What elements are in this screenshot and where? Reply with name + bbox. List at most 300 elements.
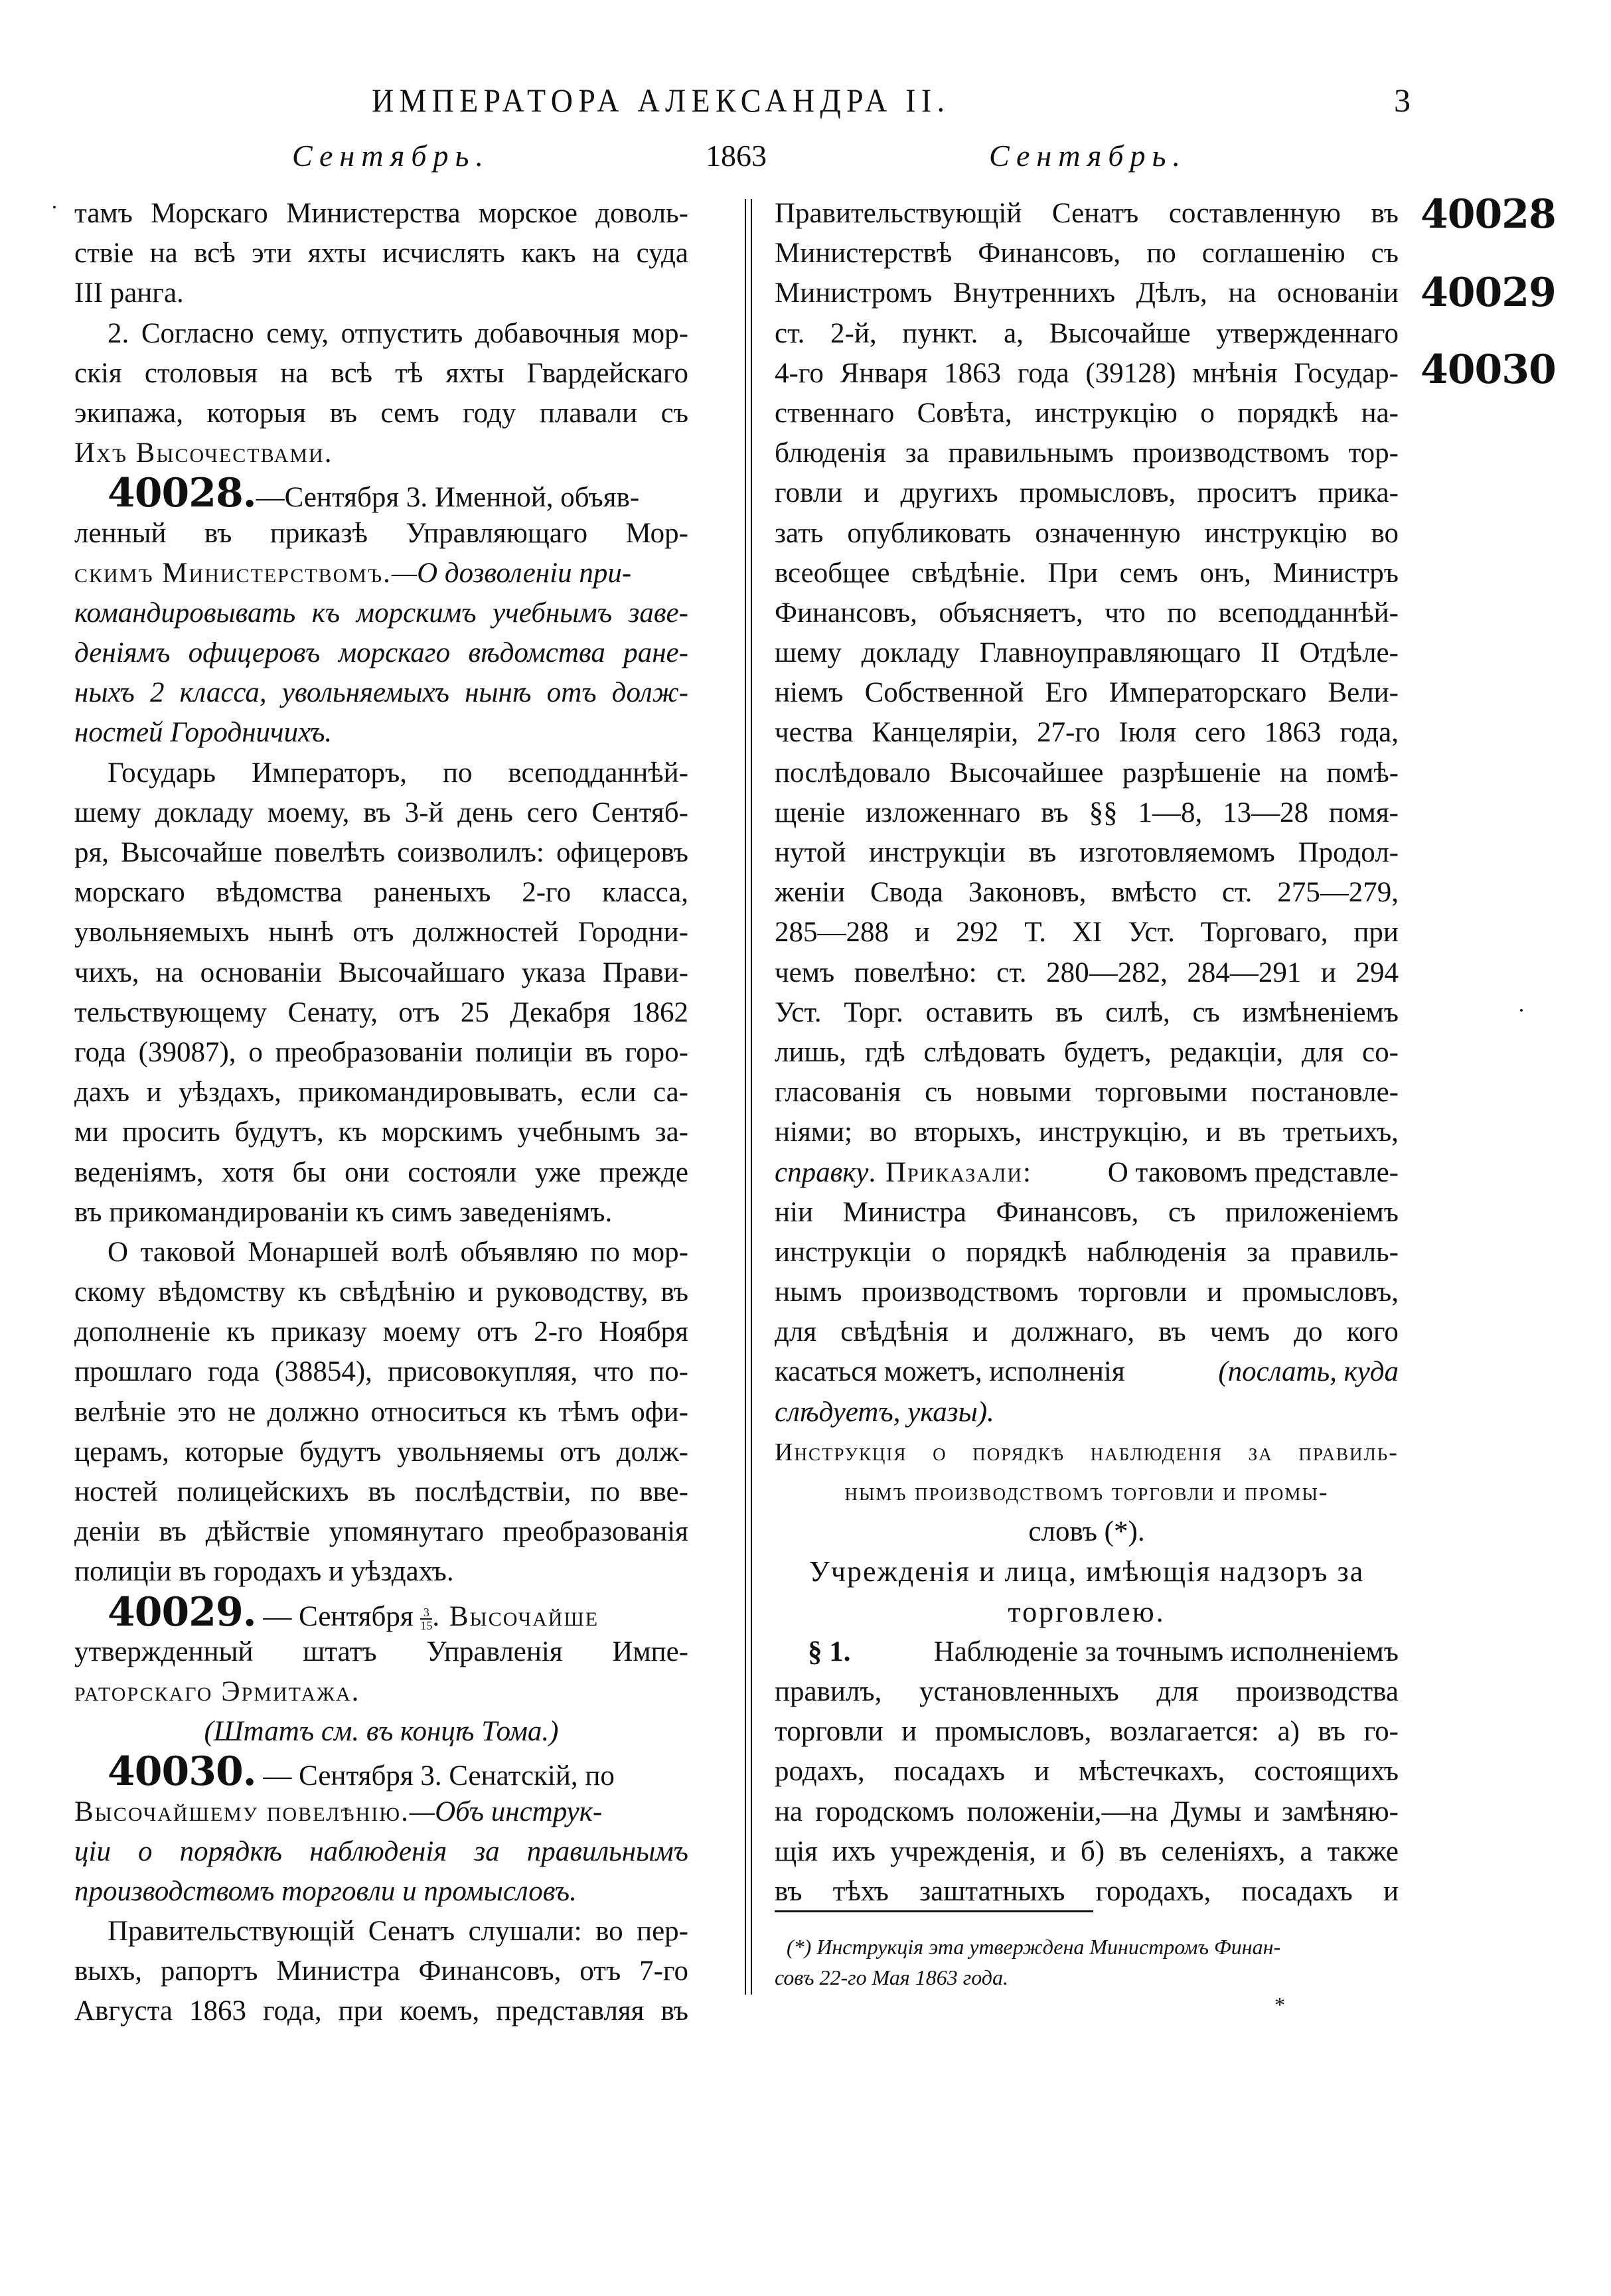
word: Сентяб-	[591, 797, 688, 828]
word: въ	[1055, 996, 1083, 1028]
word: 275—279,	[1277, 877, 1399, 909]
word: морскаго	[74, 877, 185, 909]
word: прежде	[599, 1156, 688, 1188]
word: докладу	[155, 797, 254, 828]
word: Морскаго	[151, 198, 268, 229]
word: промысловъ,	[1019, 477, 1176, 509]
word: всѣ	[331, 357, 372, 389]
word: лишь,	[775, 1036, 846, 1068]
word: Сенатъ	[1051, 198, 1139, 229]
text-line	[74, 1991, 688, 2031]
word: правиль-	[1290, 1236, 1399, 1268]
word: экипажа,	[74, 397, 184, 429]
word: соглашенію	[1201, 238, 1345, 269]
word: Прави-	[602, 957, 688, 988]
text-line: слѣдуетъ, указы).	[775, 1396, 994, 1428]
word: Управленія	[426, 1636, 563, 1667]
word: года,	[1340, 717, 1399, 749]
word: которые	[185, 1436, 284, 1468]
word: 2-го	[522, 877, 572, 909]
word: Высочайшее	[949, 757, 1104, 789]
word: вѣдомства	[216, 877, 343, 909]
word: Государ-	[1294, 357, 1399, 389]
word: о	[248, 1036, 263, 1068]
word: доволь-	[595, 198, 688, 229]
word: положеніи,—на	[966, 1796, 1158, 1827]
word: 292	[955, 917, 999, 949]
word: Согласно	[141, 317, 254, 349]
word: о	[931, 1236, 946, 1268]
word: руководству,	[496, 1276, 649, 1308]
word: 7-го	[639, 1955, 688, 1987]
word: не	[228, 1396, 256, 1428]
word: нынѣ	[465, 677, 532, 709]
text-line: Ихъ Высочествами.	[74, 437, 333, 469]
text-line	[775, 713, 1399, 753]
word: въ	[660, 1995, 688, 2027]
word: ціи	[74, 1835, 111, 1867]
text-line	[775, 1672, 1399, 1712]
word: вве-	[639, 1476, 688, 1507]
word: утвержденный	[74, 1636, 254, 1667]
summary-line	[74, 633, 688, 673]
word: всеподданнѣй-	[1218, 597, 1399, 629]
word: учрежденія,	[889, 1835, 1036, 1867]
word: посадахъ	[1241, 1875, 1353, 1907]
word: свѣдѣнію	[339, 1276, 456, 1308]
word: для	[1301, 1036, 1344, 1068]
word: ніями;	[775, 1116, 852, 1148]
word: и	[1034, 1756, 1049, 1788]
word: слѣдовать	[923, 1036, 1045, 1068]
section-heading: торговлею.	[1008, 1595, 1166, 1628]
word: въ	[1318, 1716, 1345, 1748]
word: тамъ	[74, 198, 133, 229]
word: что	[593, 1356, 634, 1388]
word: рапортъ	[160, 1955, 258, 1987]
word: мнѣнія	[1192, 357, 1278, 389]
word: за	[905, 437, 929, 469]
word: на	[280, 357, 309, 389]
word: чества	[775, 717, 854, 749]
summary-line	[74, 593, 688, 633]
word: говли	[775, 477, 843, 509]
word: тѣ	[395, 357, 423, 389]
word: мор-	[632, 1236, 688, 1268]
text-line	[74, 194, 688, 234]
word: и	[468, 1276, 484, 1308]
word: порядкѣ	[1237, 397, 1339, 429]
word: Свода	[870, 877, 943, 909]
text-line	[74, 234, 688, 273]
word: мор-	[632, 317, 688, 349]
word: дѣйствіе	[205, 1516, 311, 1548]
word: въ	[1041, 797, 1069, 828]
word: изложеннаго	[866, 797, 1021, 828]
text-line	[74, 1352, 688, 1392]
text-line	[775, 1033, 1399, 1073]
word: къ	[311, 597, 341, 629]
cross-reference-note: (Штатъ см. въ концѣ Тома.)	[204, 1716, 559, 1748]
word: 3-й	[404, 797, 444, 828]
word: 1863	[189, 1995, 247, 2027]
month-right: Сентябрь.	[989, 139, 1187, 173]
word: замѣняю-	[1282, 1796, 1399, 1827]
word: хотя	[222, 1156, 274, 1188]
word: Правительствующій	[775, 198, 1022, 229]
text-line	[775, 1792, 1399, 1832]
word: со-	[1362, 1036, 1399, 1068]
word: въ	[159, 1516, 187, 1548]
word: класса,	[602, 877, 688, 909]
word: Министра	[842, 1196, 966, 1228]
word: офи-	[631, 1396, 688, 1428]
word: отъ	[546, 677, 597, 709]
word: ленный	[74, 517, 167, 549]
word: въ	[1119, 1835, 1147, 1867]
word: тѣхъ	[832, 1875, 889, 1907]
word: нымъ	[775, 1276, 842, 1308]
word: увольняемыхъ	[281, 677, 449, 709]
word: бы	[292, 1156, 327, 1188]
word: Финансовъ,	[978, 238, 1121, 269]
word: Іюля	[1118, 717, 1176, 749]
word: и	[146, 1077, 162, 1109]
word: Декабря	[510, 996, 611, 1028]
word: деніи	[74, 1516, 140, 1548]
word: а,	[1004, 317, 1024, 349]
word: Торговаго,	[1200, 917, 1328, 949]
word: Монаршей	[248, 1236, 379, 1268]
text-line	[775, 1312, 1399, 1352]
text-line	[775, 234, 1399, 273]
word: по	[590, 1236, 620, 1268]
word: Уст.	[1128, 917, 1175, 949]
word: по	[590, 1476, 621, 1507]
margin-number: 40030	[1420, 346, 1556, 393]
word: о	[138, 1835, 153, 1867]
word: разрѣшеніе	[1122, 757, 1261, 789]
word: Городни-	[577, 917, 688, 949]
word: Высочайше	[121, 837, 263, 868]
word: вѣдомству	[158, 1276, 285, 1308]
word: Ноября	[599, 1316, 688, 1348]
text-line	[775, 554, 1399, 593]
word: шему	[775, 637, 842, 669]
word: установленныхъ	[919, 1675, 1119, 1707]
word: послѣдствіи,	[415, 1476, 572, 1507]
word: правилъ,	[775, 1675, 882, 1707]
word: торговли	[775, 1716, 883, 1748]
word: церамъ,	[74, 1436, 169, 1468]
word: ныхъ	[74, 677, 135, 709]
word: нутой	[775, 837, 846, 868]
text-line	[74, 873, 688, 913]
word: деніямъ	[74, 637, 171, 669]
entry-number: 40028.	[108, 470, 256, 517]
word: Января	[840, 357, 928, 389]
word: тор-	[1348, 437, 1399, 469]
word: Его	[1045, 677, 1088, 709]
page-number: 3	[1394, 82, 1411, 119]
word: уѣздахъ,	[179, 1077, 281, 1109]
word: вѣдомства	[468, 637, 605, 669]
text-line	[74, 1432, 688, 1472]
word: всеобщее	[775, 557, 890, 589]
text-line	[74, 793, 688, 833]
word: скія	[74, 357, 122, 389]
text-line	[74, 1912, 688, 1952]
word: по	[442, 757, 473, 789]
text-line	[775, 673, 1399, 713]
text-line	[74, 1512, 688, 1552]
word: также	[1327, 1835, 1399, 1867]
word: о	[933, 1438, 947, 1466]
word: сему,	[266, 317, 329, 349]
word: ностей	[74, 1476, 158, 1507]
word: и	[1207, 1276, 1223, 1308]
word: означенную	[1035, 517, 1181, 549]
word: постановле-	[1251, 1077, 1399, 1109]
word: чемъ	[1209, 1316, 1270, 1348]
word: во	[595, 1916, 623, 1948]
word: Главноуправляющаго	[979, 637, 1241, 669]
word: за	[1247, 1236, 1271, 1268]
footnote-rule	[775, 1910, 1093, 1912]
text-line: Высочайшему повелѣнію. —Объ инструк-	[74, 1796, 603, 1827]
word: порядкѣ	[179, 1835, 283, 1867]
word: инструкціи	[775, 1236, 911, 1268]
word: упомянутаго	[329, 1516, 484, 1548]
scan-speck	[1520, 1009, 1523, 1012]
word: б)	[1080, 1835, 1105, 1867]
word: за	[1248, 1438, 1273, 1466]
text-line	[775, 873, 1399, 913]
word: опубликовать	[847, 517, 1012, 549]
word: шему	[74, 797, 141, 828]
text-line	[775, 753, 1399, 793]
footnote-line: совъ 22-го Мая 1863 года.	[775, 1965, 1008, 1989]
text-line	[775, 1272, 1399, 1312]
text-line	[74, 753, 688, 793]
word: тѣмъ	[558, 1396, 619, 1428]
word: съ	[1192, 996, 1220, 1028]
word: оставить	[925, 996, 1034, 1028]
word: штатъ	[303, 1636, 377, 1667]
word: моему	[382, 1316, 461, 1348]
summary-line	[74, 1832, 688, 1872]
word: приложеніемъ	[1225, 1196, 1399, 1228]
text-line	[74, 1393, 688, 1432]
word: 284—291	[1187, 957, 1302, 988]
word: родахъ,	[775, 1756, 865, 1788]
word: уже	[534, 1156, 581, 1188]
summary-line	[74, 673, 688, 713]
word: Мор-	[625, 517, 688, 549]
year: 1863	[706, 139, 767, 173]
word: 25	[460, 996, 489, 1028]
scan-speck	[53, 206, 56, 208]
word: вторыхъ,	[914, 1116, 1022, 1148]
text-line	[74, 394, 688, 433]
word: слушали:	[468, 1916, 582, 1948]
word: скому	[74, 1276, 146, 1308]
word: въ	[1028, 837, 1057, 868]
word: на	[592, 238, 621, 269]
word: и	[1254, 1796, 1270, 1827]
word: инструкцію,	[1039, 1116, 1189, 1148]
word: долж-	[616, 1436, 688, 1468]
word: должнаго,	[1012, 1316, 1135, 1348]
word: Канцеляріи,	[872, 717, 1019, 749]
word: соизволилъ:	[397, 837, 544, 868]
word: Высочайшаго	[338, 957, 505, 988]
word: ст.	[775, 317, 805, 349]
word: ми	[74, 1116, 108, 1148]
word: послѣдовало	[775, 757, 931, 789]
word: селеніяхъ,	[1161, 1835, 1286, 1867]
word: Министерствѣ	[775, 238, 953, 269]
word: Законовъ,	[968, 877, 1087, 909]
word: учебнымъ	[493, 597, 613, 629]
word: сего	[1194, 717, 1246, 749]
word: онъ,	[1199, 557, 1251, 589]
text-line	[775, 1712, 1399, 1752]
word: 1863	[944, 357, 1002, 389]
summary-line: ностей Городничихъ.	[74, 717, 333, 749]
word: правильнымъ	[948, 437, 1114, 469]
text-line: раторскаго Эрмитажа.	[74, 1675, 360, 1707]
word: будетъ,	[1063, 1036, 1152, 1068]
word: объясняетъ,	[939, 597, 1083, 629]
word: торговыми	[1095, 1077, 1227, 1109]
word: основаніи	[200, 957, 322, 988]
word: порядкѣ	[966, 1236, 1067, 1268]
word: торговли	[1078, 1276, 1188, 1308]
word: раненыхъ	[373, 877, 491, 909]
word: Продол-	[1298, 837, 1399, 868]
word: морское	[478, 198, 577, 229]
word: ст.	[1221, 877, 1253, 909]
word: и	[972, 1316, 988, 1348]
word: на	[1228, 277, 1257, 309]
word: дахъ	[74, 1077, 130, 1109]
text-line	[775, 394, 1399, 433]
word: присовокупляя,	[388, 1356, 578, 1388]
word: другихъ	[900, 477, 998, 509]
word: яхты	[445, 357, 504, 389]
word: инструкцію	[1204, 517, 1347, 549]
word: промысловъ,	[1242, 1276, 1399, 1308]
word: правильнымъ	[526, 1835, 688, 1867]
word: О	[108, 1236, 129, 1268]
word: 2.	[108, 317, 129, 349]
text-line	[775, 1752, 1399, 1792]
word: съ	[1168, 1196, 1196, 1228]
text-line: полиціи въ городахъ и уѣздахъ.	[74, 1556, 454, 1588]
word: яхты	[307, 238, 366, 269]
word: преобразованія	[502, 1516, 688, 1548]
word: Сенату,	[287, 996, 378, 1028]
word: горо-	[625, 1036, 688, 1068]
word: въ	[329, 397, 358, 429]
word: Инструкція	[775, 1438, 907, 1466]
word: и	[1320, 957, 1336, 988]
text-line	[74, 1233, 688, 1272]
entry-heading-40030: 40030. — Сентября 3. Сенатскій, по	[108, 1748, 615, 1796]
word: отъ	[560, 1436, 601, 1468]
word: прика-	[1318, 477, 1399, 509]
word: редакціи,	[1170, 1036, 1284, 1068]
word: по	[1146, 238, 1176, 269]
word: чемъ	[775, 957, 835, 988]
word: къ	[338, 1116, 367, 1148]
entry-heading-40028: 40028. —Сентября 3. Именной, объяв-	[108, 470, 640, 517]
margin-number: 40028	[1420, 191, 1556, 238]
word: Правительствующій	[108, 1916, 355, 1948]
word: ніи	[775, 1196, 813, 1228]
word: полиціи	[475, 1036, 573, 1068]
word: 2-й,	[830, 317, 877, 349]
word: Управляющаго	[406, 517, 588, 549]
word: зать	[775, 517, 824, 549]
word: прошлаго	[74, 1356, 192, 1388]
text-line	[74, 833, 688, 873]
word: составленную	[1168, 198, 1341, 229]
word: къ	[518, 1396, 547, 1428]
text-line	[74, 1033, 688, 1073]
word: производства	[1236, 1675, 1399, 1707]
word: года,	[263, 1995, 322, 2027]
word: женіи	[775, 877, 846, 909]
right-column	[775, 194, 1399, 1912]
word: это	[177, 1396, 216, 1428]
word: 27-го	[1037, 717, 1101, 749]
word: а)	[1277, 1716, 1300, 1748]
text-line: въ прикомандированіи къ симъ заведеніямъ.	[74, 1196, 613, 1228]
text-line	[775, 1832, 1399, 1872]
word: увольняемыхъ	[74, 917, 250, 949]
word: въ	[660, 1276, 688, 1308]
word: свѣдѣніе.	[911, 557, 1026, 589]
word: ихъ	[832, 1835, 876, 1867]
text-line	[775, 1233, 1399, 1272]
text-line	[775, 1872, 1399, 1912]
word: для	[775, 1316, 817, 1348]
month-left: Сентябрь.	[292, 139, 490, 173]
word: инструкціи	[869, 837, 1006, 868]
word: при	[338, 1995, 384, 2027]
date-fraction: $\frac{3}{15}$	[420, 1605, 433, 1632]
word: вмѣсто	[1111, 877, 1197, 909]
word: года	[1017, 357, 1069, 389]
word: велѣніе	[74, 1396, 166, 1428]
word: за	[474, 1835, 500, 1867]
word: инструкцію	[1035, 397, 1178, 429]
word: Государь	[108, 757, 216, 789]
word: полицейскихъ	[177, 1476, 349, 1507]
word: исчислять	[382, 238, 505, 269]
word: 13—28	[1223, 797, 1309, 828]
word: правиль-	[1298, 1438, 1399, 1466]
word: Императоръ,	[251, 757, 408, 789]
word: Импе-	[612, 1636, 688, 1667]
column-divider	[745, 199, 746, 1995]
word: добавочныя	[475, 317, 620, 349]
text-line	[775, 953, 1399, 993]
word: въ	[585, 1036, 613, 1068]
word: блюденія	[775, 437, 886, 469]
